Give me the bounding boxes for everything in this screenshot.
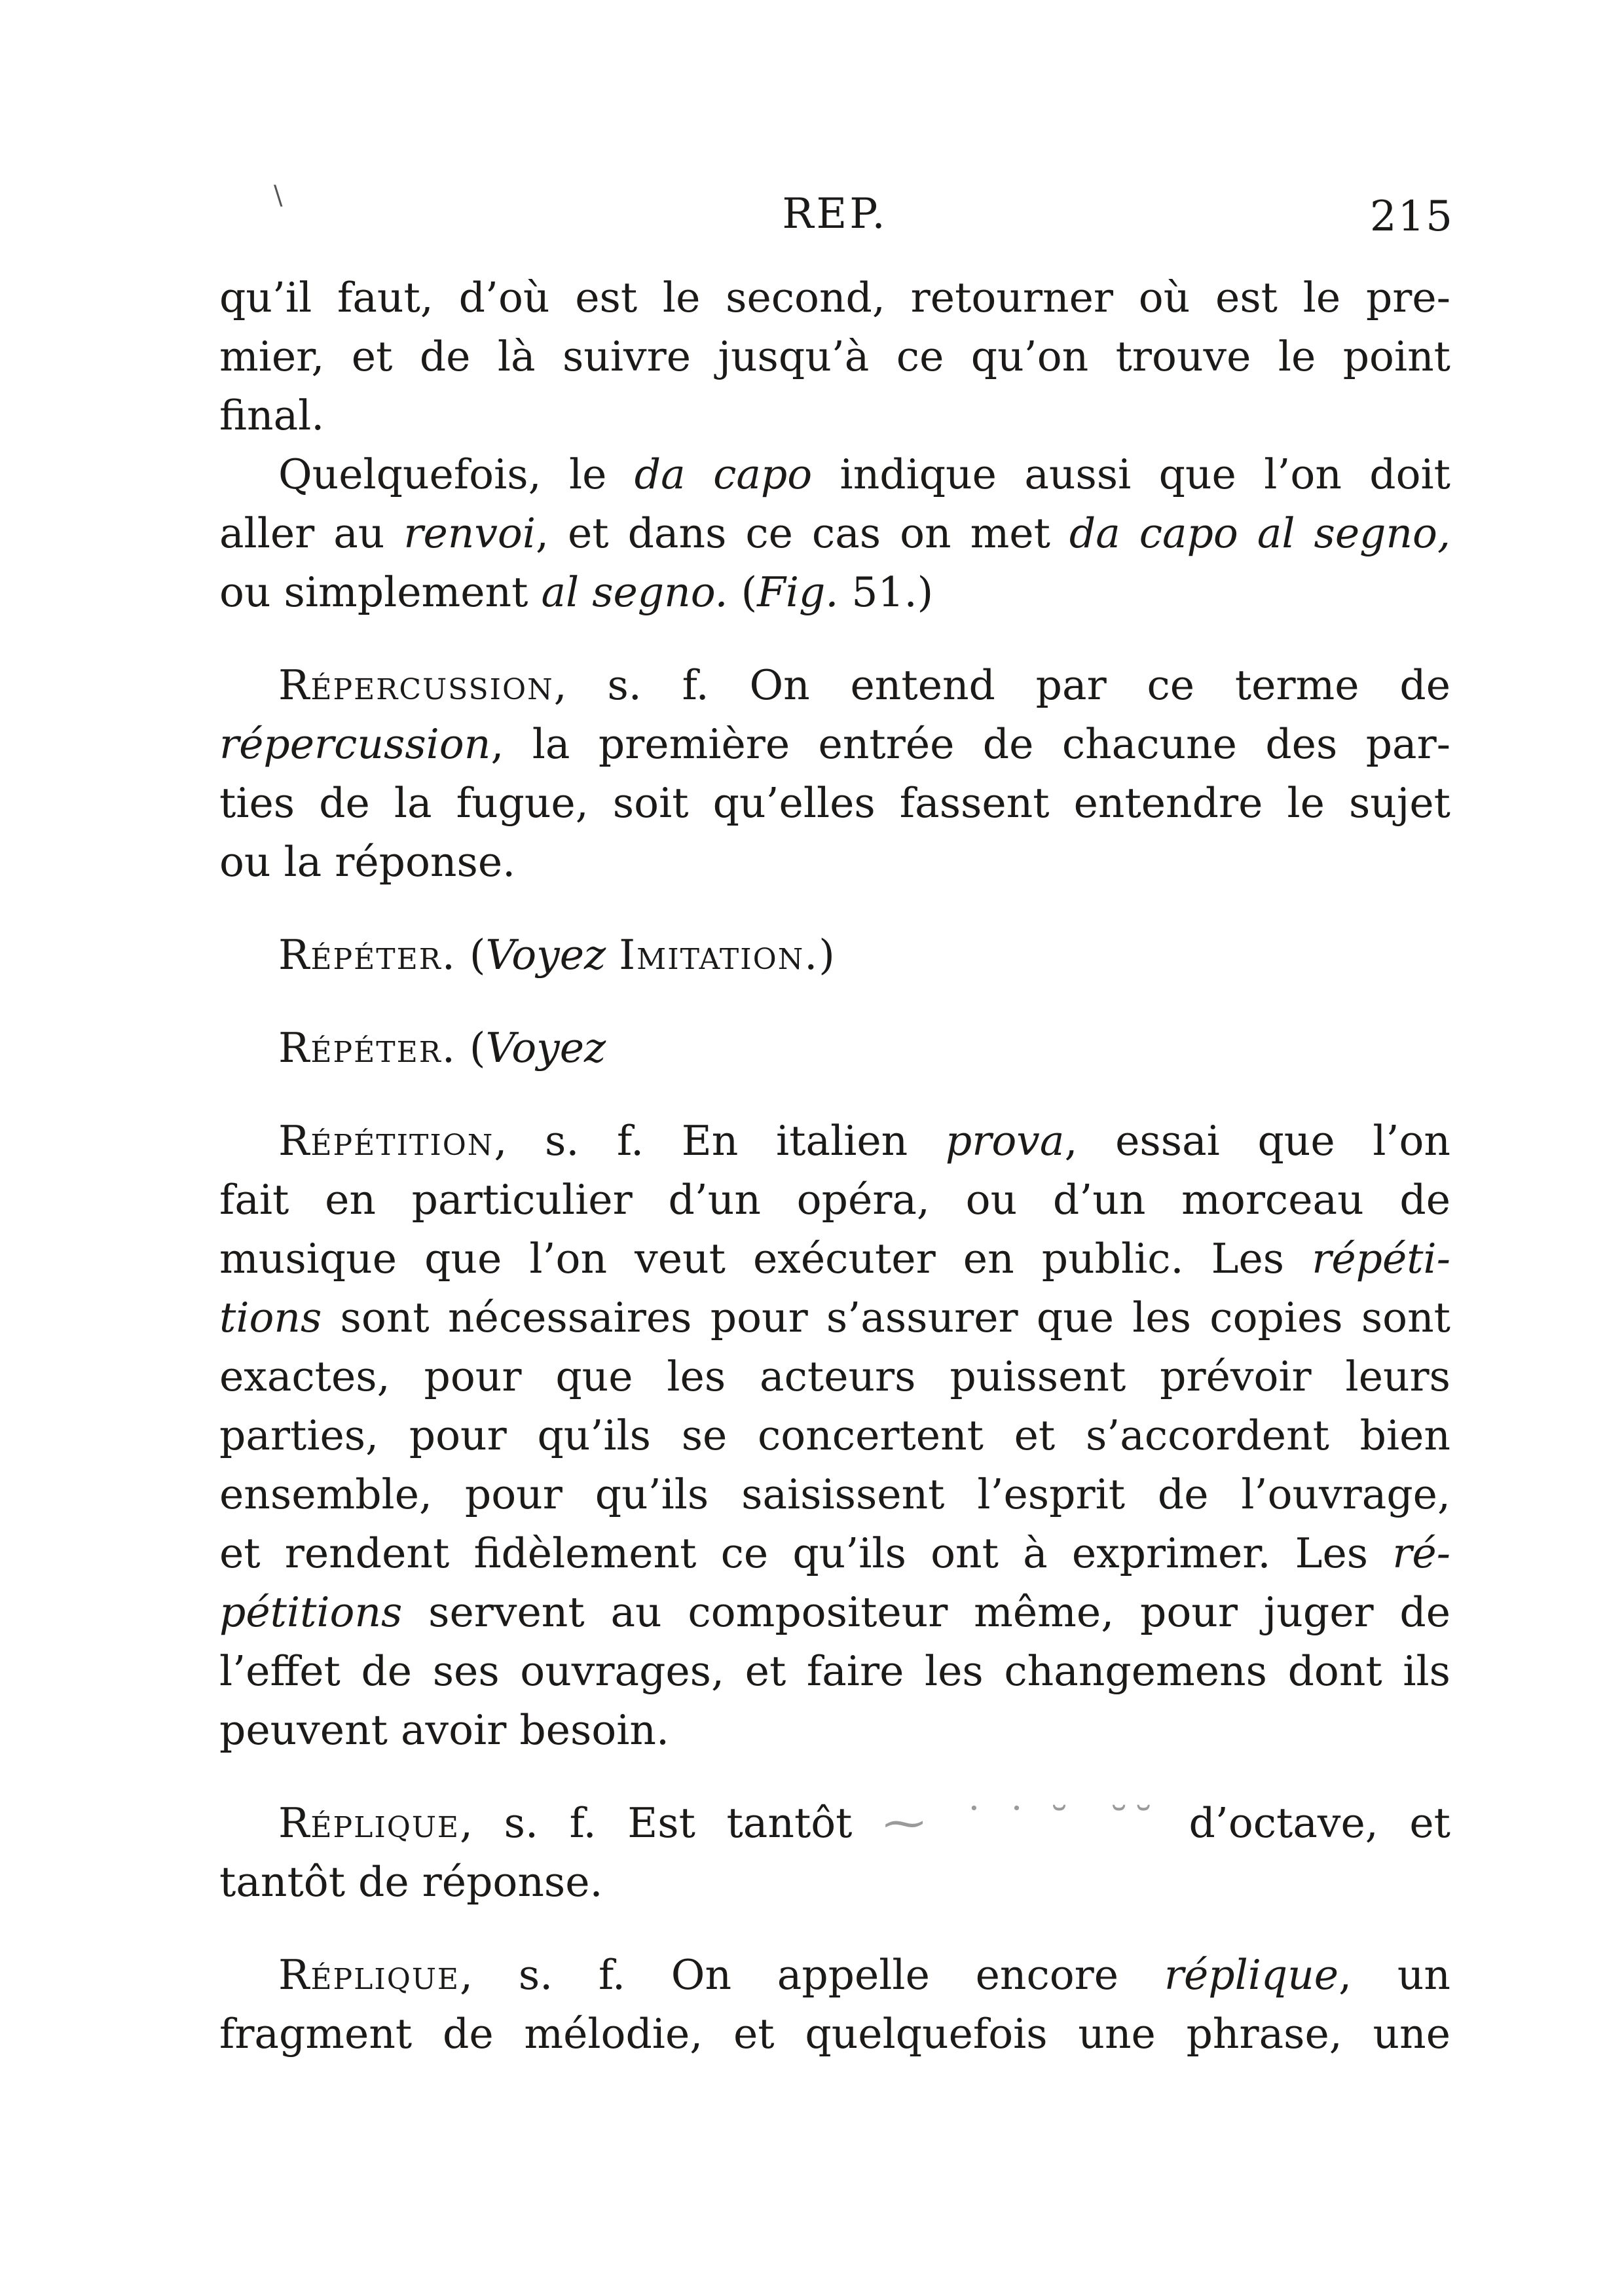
text-line: [219, 1946, 1450, 2005]
entry-headword: Répercussion: [278, 661, 554, 709]
text-run: , essai que l’on: [1064, 1117, 1450, 1165]
text-run: , s. f. On entend par ce terme de: [553, 661, 1450, 709]
text-line: l’effet de ses ouvrages, et faire les changemens dont ils: [219, 1647, 1450, 1695]
text-run: ou simplement: [219, 568, 542, 616]
text-run: , s. f. En italien: [494, 1117, 946, 1165]
entry-headword: Répéter.: [278, 931, 456, 979]
text-line: [219, 1583, 1450, 1642]
text-run: Quelquefois, le: [278, 450, 635, 498]
entry-headword: Répéter.: [278, 1024, 456, 1072]
italic-term: prova: [945, 1117, 1065, 1165]
text-line: ou la réponse.: [219, 838, 516, 886]
text-line: fait en particulier d’un opéra, ou d’un morceau de: [219, 1176, 1450, 1224]
text-line: fragment de mélodie, et quelquefois une phrase, une: [219, 2010, 1450, 2058]
italic-term: répercussion: [219, 720, 491, 768]
text-run: servent au compositeur même, pour juger de: [402, 1588, 1450, 1636]
text-run: 51.): [838, 568, 934, 616]
text-run: aller au: [219, 509, 404, 557]
italic-term: pétitions: [219, 1588, 403, 1636]
italic-term: réplique: [1164, 1951, 1339, 1999]
entry-replique-1: [219, 1794, 1450, 1912]
text-line: exactes, pour que les acteurs puissent prévoir leurs: [219, 1353, 1450, 1400]
text-run: musique que l’on veut exécuter en public. Les: [219, 1235, 1312, 1283]
text-line: tantôt de réponse.: [219, 1858, 603, 1906]
text-run: , la première entrée de chacune des par-: [490, 720, 1450, 768]
text-line: ensemble, pour qu’ils saisissent l’esprit de l’ouvrage,: [219, 1470, 1450, 1518]
text-line: [219, 715, 1450, 774]
entry-repetition: [219, 1112, 1450, 1760]
text-run: , un: [1338, 1951, 1450, 1999]
text-run: sont nécessaires pour s’assurer que les copies sont: [322, 1294, 1450, 1341]
stray-mark: \: [274, 181, 283, 211]
text-line: [219, 1794, 1450, 1853]
text-line: qu’il faut, d’où est le second, retourner où est le pre-: [219, 274, 1450, 321]
text-run: (: [728, 568, 758, 616]
entry-headword: Réplique: [278, 1799, 460, 1847]
italic-term: répéti-: [1312, 1235, 1450, 1283]
text-line: final.: [219, 392, 325, 439]
text-line: [219, 1230, 1450, 1288]
entry-replique-2: [219, 1946, 1450, 2064]
running-head: REP.: [782, 190, 888, 238]
text-run: indique aussi que l’on doit: [812, 450, 1450, 498]
page-header: [216, 190, 1454, 249]
text-run: et rendent fidèlement ce qu’ils ont à exprimer. Les: [219, 1529, 1393, 1577]
italic-term: da capo: [634, 450, 813, 498]
text-run: ): [819, 931, 835, 979]
text-line: [219, 1019, 1450, 1078]
text-line: [219, 1288, 1450, 1347]
entry-repeter-1: [219, 926, 1450, 985]
text-line: [219, 445, 1450, 504]
text-line: [219, 656, 1450, 715]
cross-reference: Imitation.: [619, 931, 819, 979]
italic-term: renvoi: [403, 509, 536, 557]
text-line: mier, et de là suivre jusqu’à ce qu’on trouve le point: [219, 333, 1450, 380]
entry-repercussion: [219, 656, 1450, 892]
text-run: , et dans ce cas on met: [536, 509, 1069, 557]
italic-term: al segno.: [541, 568, 728, 616]
text-run: (: [456, 1024, 486, 1072]
italic-term: da capo al segno,: [1069, 509, 1451, 557]
text-line: [219, 504, 1450, 563]
text-line: [219, 926, 1450, 985]
paragraph-da-capo: [219, 445, 1450, 622]
entry-headword: Réplique: [278, 1951, 460, 1999]
body-text: [219, 268, 1450, 2064]
italic-term: Voyez: [485, 931, 606, 979]
page-number: 215: [1369, 192, 1454, 241]
text-run: [606, 931, 619, 979]
text-run: (: [456, 931, 486, 979]
text-run: d’octave, et: [1189, 1799, 1450, 1847]
entry-headword: Répétition: [278, 1117, 494, 1165]
italic-term: Voyez: [485, 1024, 606, 1072]
text-line: [219, 1112, 1450, 1171]
text-line: [219, 563, 1450, 622]
faded-text: ⁓ ˙˙˘ ˘˘: [883, 1799, 1158, 1847]
text-line: [219, 1524, 1450, 1583]
text-run: , s. f. On appelle encore: [460, 1951, 1164, 1999]
italic-term: ré-: [1392, 1529, 1450, 1577]
italic-term: tions: [219, 1294, 322, 1341]
text-line: ties de la fugue, soit qu’elles fassent entendre le sujet: [219, 779, 1450, 827]
text-line: peuvent avoir besoin.: [219, 1706, 669, 1754]
text-run: , s. f. Est tantôt: [460, 1799, 884, 1847]
italic-term: Fig.: [757, 568, 839, 616]
paragraph-continuation: [219, 268, 1450, 445]
text-line: parties, pour qu’ils se concertent et s’accordent bien: [219, 1412, 1450, 1459]
entry-repeter-2: [219, 1019, 1450, 1078]
